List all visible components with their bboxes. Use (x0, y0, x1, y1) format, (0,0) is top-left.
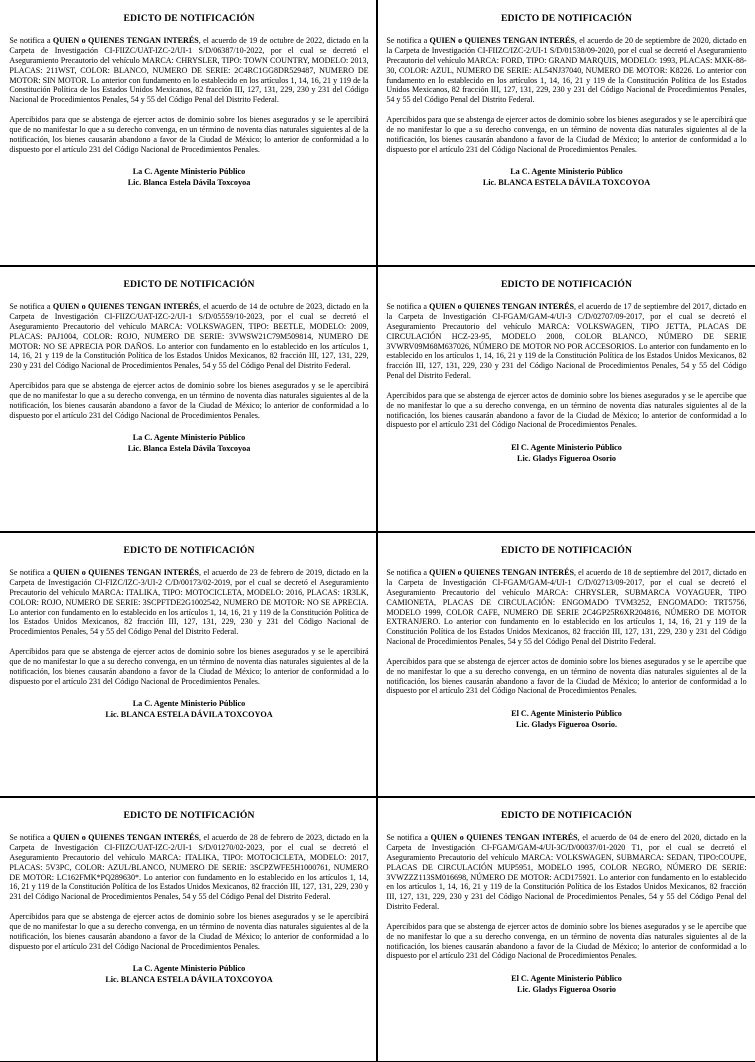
edict-sign-name: Lic. Gladys Figueroa Osorio (516, 985, 616, 995)
edict-target: QUIEN o QUIENES TENGAN INTERÉS (429, 302, 574, 312)
edict-box-7 (0, 796, 378, 1061)
edict-title: EDICTO DE NOTIFICACIÓN (123, 279, 255, 291)
edict-notice-paragraph (9, 36, 368, 105)
edict-lead: Se notifica a (386, 568, 430, 578)
edict-target: QUIEN o QUIENES TENGAN INTERÉS (52, 833, 200, 843)
edict-signature (386, 708, 746, 730)
edict-signature (9, 963, 368, 985)
edict-body: , el acuerdo de 17 de septiembre del 2017, dictado en la Carpeta de Investigación CI-FGAM/GAM-4/UI-3 C/D/02707/09-2017, por el cual se decretó el Aseguramiento Precautorio del vehículo MARCA: VOLKSWAGEN, TIPO JETTA, PLACAS DE CIRCULACIÓN HCZ-23-95, MODELO 2008, COLOR BLANCO, NÚMERO DE SERIE 3VWRV09M68M637026, NÚMERO DE MOTOR NO POR ACCESORIOS. Lo anterior con fundamento en lo establecido en los artículos 1, 14, 16, 21 y 119 de la Constitución Política de los Estados Unidos Mexicanos, 82 fracción III, 127, 131, 229, 230 y 231 del Código Nacional de Procedimientos Penales, 54 y 55 del Código Penal del Distrito Federal. (386, 302, 747, 381)
edict-lead: Se notifica a (386, 36, 430, 46)
edict-warning-paragraph: Apercibidos para que se abstenga de ejercer actos de dominio sobre los bienes asegurados y se le apercibirá que de no manifestar lo que a su derecho convenga, en un término de noventa días naturales siguientes al de la notificación, los bienes causarán abandono a favor de la Ciudad de México; lo anterior de conformidad a lo dispuesto por el artículo 231 del Código Nacional de Procedimientos Penales. (386, 115, 747, 154)
edict-box-6 (376, 531, 755, 797)
edict-signature (386, 442, 746, 464)
edict-warning-paragraph: Apercibidos para que se abstenga de ejercer actos de dominio sobre los bienes asegurados y se le apercibirá que de no manifestar lo que a su derecho convenga, en un término de noventa días naturales siguientes al de la notificación, los bienes causarán abandono a favor de la Ciudad de México; lo anterior de conformidad a lo dispuesto por el artículo 231 del Código Nacional de Procedimientos Penales. (9, 647, 369, 686)
edict-sign-name: Lic. Blanca Estela Dávila Toxcoyoa (127, 178, 251, 188)
edict-sign-role: La C. Agente Ministerio Público (132, 167, 246, 177)
edict-sign-name: Lic. BLANCA ESTELA DÁVILA TOXCOYOA (482, 178, 651, 188)
edict-signature (386, 973, 746, 995)
edict-warning-paragraph: Apercibidos para que se abstenga de ejercer actos de dominio sobre los bienes asegurados y se le apercibe que de no manifestar lo que a su derecho convenga, en un término de noventa días naturales siguientes al de la notificación, los bienes causarán abandono a favor de la Ciudad de México; lo anterior de conformidad a lo dispuesto por el artículo 231 del Código Nacional de Procedimientos Penales. (386, 656, 747, 696)
edict-signature (9, 698, 368, 720)
edict-sign-role: La C. Agente Ministerio Público (132, 433, 246, 443)
edict-warning-paragraph: Apercibidos para que se abstenga de ejercer actos de dominio sobre los bienes asegurados y se le apercibirá que de no manifestar lo que a su derecho convenga, en un término de noventa días naturales siguientes al de la notificación, los bienes causarán abandono a favor de la Ciudad de México; lo anterior de conformidad a lo dispuesto por el artículo 231 del Código Nacional de Procedimientos Penales. (9, 381, 369, 420)
edict-lead: Se notifica a (386, 833, 431, 843)
edict-warning-paragraph: Apercibidos para que se abstenga de ejercer actos de dominio sobre los bienes asegurados y se le apercibe que de no manifestar lo que a su derecho convenga, en un término de noventa días naturales siguientes al de la notificación, los bienes causarán abandono a favor de la Ciudad de México; lo anterior de conformidad a lo dispuesto por el artículo 231 del Código Nacional de Procedimientos Penales. (386, 921, 747, 961)
edict-warning-paragraph: Apercibidos para que se abstenga de ejercer actos de dominio sobre los bienes asegurados y se le apercibirá que de no manifestar lo que a su derecho convenga, en un término de noventa días naturales siguientes al de la notificación, los bienes causarán abandono a favor de la Ciudad de México; lo anterior de conformidad a lo dispuesto por el artículo 231 del Código Nacional de Procedimientos Penales. (9, 115, 369, 154)
edict-sign-name: Lic. Gladys Figueroa Osorio (516, 454, 616, 464)
edict-notice-paragraph (386, 568, 746, 647)
edict-sign-role: El C. Agente Ministerio Público (511, 443, 622, 453)
edict-notice-paragraph (9, 833, 368, 902)
edict-box-5 (0, 531, 378, 797)
edict-title: EDICTO DE NOTIFICACIÓN (123, 810, 255, 822)
edict-sign-role: El C. Agente Ministerio Público (511, 974, 622, 984)
edict-title: EDICTO DE NOTIFICACIÓN (500, 810, 633, 822)
edict-notice-paragraph (9, 302, 368, 371)
edict-sign-name: Lic. BLANCA ESTELA DÁVILA TOXCOYOA (105, 710, 273, 720)
edict-sign-name: Lic. Gladys Figueroa Osorio. (515, 720, 618, 730)
edict-body: , el acuerdo de 18 de septiembre del 2017, dictado en la Carpeta de Investigación CI-FGAM/GAM-4/UI-1 C/D/02713/09-2017, por el cual se decretó el Aseguramiento Precautorio del vehículo MARCA: CHRYSLER, SUBMARCA VOYAGUER, TIPO CAMIONETA, PLACAS DE CIRCULACIÓN: ENGOMADO TVM3252, ENGOMADO: TRT5756, MODELO 1999, COLOR CAFE, NUMERO DE SERIE 2C4GP25R6XR204816, NÚMERO DE MOTOR EXTRANJERO. Lo anterior con fundamento en lo establecido en los artículos 1, 14, 16, 21 y 119 de la Constitución Política de los Estados Unidos Mexicanos, 82 fracción III, 127, 131, 229, 230 y 231 del Código Nacional de Procedimientos Penales, 54 y 55 del Código Penal del Distrito Federal. (386, 568, 747, 647)
edict-lead: Se notifica a (386, 302, 430, 312)
edict-target: QUIEN o QUIENES TENGAN INTERÉS (429, 36, 575, 46)
edict-title: EDICTO DE NOTIFICACIÓN (123, 545, 255, 557)
edict-body: , el acuerdo de 19 de octubre de 2022, dictado en la Carpeta de Investigación CI-FIIZC/UAT-IZC-2/UI-1 S/D/06387/10-2022, por el cual se decretó el Aseguramiento Precautorio del vehículo MARCA: CHRYSLER, TIPO: TOWN COUNTRY, MODELO: 2013, PLACAS: 211WST, COLOR: BLANCO, NUMERO DE SERIE: 2C4RC1GG8DR529487, NUMERO DE MOTOR: SIN MOTOR. Lo anterior con fundamento en lo establecido en los artículos 1, 14, 16, 21 y 119 de la Constitución Política de los Estados Unidos Mexicanos, 82 fracción III, 127, 131, 229, 230 y 231 del Código Nacional de Procedimientos Penales, 54 y 55 del Código Penal del Distrito Federal. (9, 36, 369, 105)
edict-target: QUIEN o QUIENES TENGAN INTERÉS (52, 568, 200, 578)
edict-signature (9, 432, 368, 454)
edict-box-1 (0, 0, 378, 267)
edict-box-4 (376, 265, 755, 532)
edict-signature (9, 166, 368, 188)
edict-notice-paragraph (386, 36, 746, 105)
edict-target: QUIEN o QUIENES TENGAN INTERÉS (52, 36, 199, 46)
edict-body: , el acuerdo de 28 de febrero de 2023, dictado en la Carpeta de Investigación CI-FIIZC/UAT-IZC-2/UI-1 S/D/01270/02-2023, por el cual se decretó el Aseguramiento Precautorio del vehículo MARCA: ITALIKA, TIPO: MOTOCICLETA, MODELO: 2017, PLACAS: 5V3PC, COLOR: AZUL/BLANCO, NUMERO DE SERIE: 3SCPZWFE5H1000761, NUMERO DE MOTOR: LC162FMK*PQ289630*. Lo anterior con fundamento en lo establecido en los artículos 1, 14, 16, 21 y 119 de la Constitución Política de los Estados Unidos Mexicanos, 82 fracción III, 127, 131, 229, 230 y 231 del Código Nacional de Procedimientos Penales, 54 y 55 del Código Penal del Distrito Federal. (9, 833, 369, 902)
edict-body: , el acuerdo de 20 de septiembre de 2020, dictado en la Carpeta de Investigación CI-FIIZC/IZC-2/UI-1 S/D/01538/09-2020, por el cual se decretó el Aseguramiento Precautorio del vehículo MARCA: FORD, TIPO: GRAND MARQUIS, MODELO: 1993, PLACAS: MXK-88-30, COLOR: AZUL, NUMERO DE SERIE: AL54NJ37040, NUMERO DE MOTOR: K8226. Lo anterior con fundamento en lo establecido en los artículos 1, 14, 16, 21 y 119 de la Constitución Política de los Estados Unidos Mexicanos, 82 fracción III, 127, 131, 229, 230 y 231 del Código Nacional de Procedimientos Penales, 54 y 55 del Código Penal del Distrito Federal. (386, 36, 747, 105)
edict-target: QUIEN o QUIENES TENGAN INTERÉS (430, 833, 578, 843)
edict-warning-paragraph: Apercibidos para que se abstenga de ejercer actos de dominio sobre los bienes asegurados y se le apercibe que de no manifestar lo que a su derecho convenga, en un término de noventa días naturales siguientes al de la notificación, los bienes causarán abandono a favor de la Ciudad de México; lo anterior de conformidad a lo dispuesto por el artículo 231 del Código Nacional de Procedimientos Penales. (386, 390, 747, 430)
edict-box-8 (376, 796, 755, 1061)
edict-warning-paragraph: Apercibidos para que se abstenga de ejercer actos de dominio sobre los bienes asegurados y se le apercibirá que de no manifestar lo que a su derecho convenga, en un término de noventa días naturales siguientes al de la notificación, los bienes causarán abandono a favor de la Ciudad de México; lo anterior de conformidad a lo dispuesto por el artículo 231 del Código Nacional de Procedimientos Penales. (9, 912, 369, 951)
edict-lead: Se notifica a (9, 568, 53, 578)
edict-title: EDICTO DE NOTIFICACIÓN (500, 279, 633, 291)
edict-sign-name: Lic. Blanca Estela Dávila Toxcoyoa (127, 444, 251, 454)
edict-notice-paragraph (386, 302, 746, 381)
edict-sign-role: La C. Agente Ministerio Público (132, 964, 246, 974)
edict-lead: Se notifica a (9, 302, 53, 312)
edict-sign-role: La C. Agente Ministerio Público (510, 167, 623, 177)
edict-sign-name: Lic. BLANCA ESTELA DÁVILA TOXCOYOA (105, 975, 273, 985)
edict-target: QUIEN o QUIENES TENGAN INTERÉS (429, 568, 574, 578)
edict-title: EDICTO DE NOTIFICACIÓN (500, 13, 633, 25)
edict-lead: Se notifica a (9, 833, 53, 843)
edict-notice-paragraph (386, 833, 746, 912)
edict-box-3 (0, 265, 378, 532)
edict-sign-role: La C. Agente Ministerio Público (132, 699, 246, 709)
edict-notice-paragraph (9, 568, 368, 637)
edict-title: EDICTO DE NOTIFICACIÓN (123, 13, 255, 25)
edict-body: , el acuerdo de 04 de enero del 2020, dictado en la Carpeta de Investigación CI-FGAM/GAM-4/UI-3C/D/00037/01-2020 T1, por el cual se decretó el Aseguramiento Precautorio del vehículo MARCA: VOLKSWAGEN, SUBMARCA: SEDAN, TIPO:COUPE, PLACAS DE CIRCULACIÓN MUP5951, MODELO 1995, COLOR NEGRO, NÚMERO DE SERIE: 3VWZZZ113SM016698, NÚMERO DE MOTOR: ACD175921. Lo anterior con fundamento en lo establecido en los artículos 1, 14, 16, 21 y 119 de la Constitución Política de los Estados Unidos Mexicanos, 82 fracción III, 127, 131, 229, 230 y 231 del Código Nacional de Procedimientos Penales, 54 y 55 del Código Penal del Distrito Federal. (386, 833, 747, 912)
edict-target: QUIEN o QUIENES TENGAN INTERÉS (52, 302, 199, 312)
edict-signature (386, 166, 746, 188)
edict-body: , el acuerdo de 23 de febrero de 2019, dictado en la Carpeta de Investigación CI-FIZC/IZC-3/UI-2 C/D/00173/02-2019, por el cual se decretó el Aseguramiento Precautorio del vehículo MARCA: ITALIKA, TIPO: MOTOCICLETA, MODELO: 2016, PLACAS: 1R3LK, COLOR: ROJO, NUMERO DE SERIE: 3SCPFTDE2G1002542, NUMERO DE MOTOR: NO SE APRECIA. Lo anterior con fundamento en lo establecido en los artículos 1, 14, 16, 21 y 119 de la Constitución Política de los Estados Unidos Mexicanos, 82 fracción III, 127, 131, 229, 230 y 231 del Código Nacional de Procedimientos Penales, 54 y 55 del Código Penal del Distrito Federal. (9, 568, 369, 637)
edict-lead: Se notifica a (9, 36, 53, 46)
edict-title: EDICTO DE NOTIFICACIÓN (500, 545, 633, 557)
edict-sign-role: El C. Agente Ministerio Público (511, 709, 622, 719)
edict-box-2 (376, 0, 755, 267)
edict-body: , el acuerdo de 14 de octubre de 2023, dictado en la Carpeta de Investigación CI-FIIZC/UAT-IZC-2/UI-1 S/D/05559/10-2023, por el cual se decretó el Aseguramiento Precautorio del vehículo MARCA: VOLKSWAGEN, TIPO: BEETLE, MODELO: 2009, PLACAS: PAJ1004, COLOR: ROJO, NUMERO DE SERIE: 3VWSW21C79M509814, NUMERO DE MOTOR: NO SE APRECIA POR DAÑOS. Lo anterior con fundamento en lo establecido en los artículos 1, 14, 16, 21 y 119 de la Constitución Política de los Estados Unidos Mexicanos, 82 fracción III, 127, 131, 229, 230 y 231 del Código Nacional de Procedimientos Penales, 54 y 55 del Código Penal del Distrito Federal. (9, 302, 369, 371)
